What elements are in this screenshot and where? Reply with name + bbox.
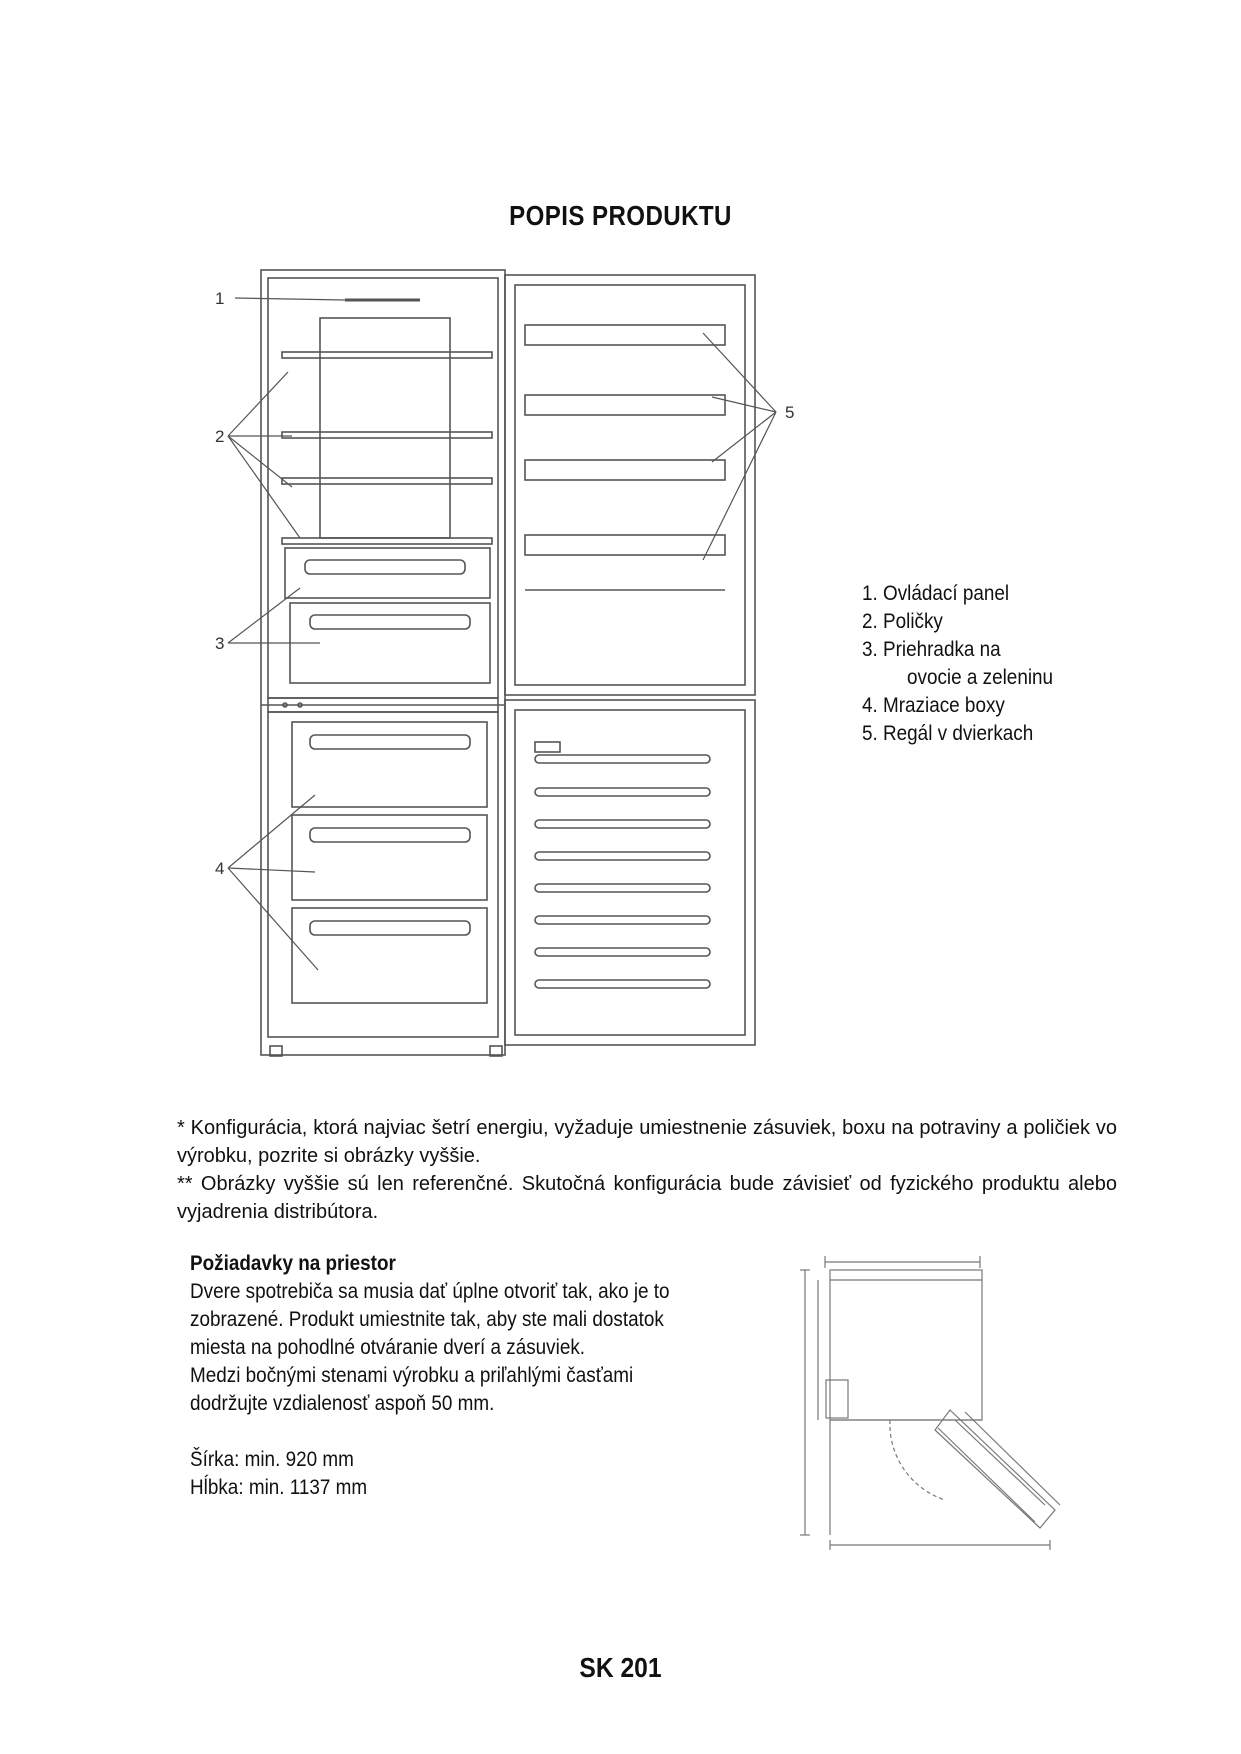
space-line: miesta na pohodlné otváranie dverí a zásuviek. [190,1336,586,1359]
callout-1: 1 [215,289,225,308]
legend-item: 4. Mraziace boxy [862,694,1005,717]
fridge-diagram [200,262,840,1062]
legend-item: 5. Regál v dvierkach [862,722,1034,745]
width-requirement: Šírka: min. 920 mm [190,1448,354,1471]
legend-item: 1. Ovládací panel [862,582,1010,605]
callout-4: 4 [215,859,225,878]
space-line: Medzi bočnými stenami výrobku a priľahlými časťami [190,1364,634,1387]
page-number: SK 201 [579,1652,662,1683]
page-title: POPIS PRODUKTU [509,200,732,231]
note-reference: ** Obrázky vyššie sú len referenčné. Skutočná konfigurácia bude závisieť od fyzického produktu alebo vyjadrenia distribútora. [177,1173,1117,1223]
space-requirements [190,1250,670,1502]
legend-item: 3. Priehradka na [862,638,1001,661]
legend-item: 2. Poličky [862,610,943,633]
space-line: Dvere spotrebiča sa musia dať úplne otvoriť tak, ako je to [190,1280,670,1303]
note-energy: * Konfigurácia, ktorá najviac šetrí energiu, vyžaduje umiestnenie zásuviek, boxu na potraviny a poličiek vo výrobku, pozrite si obrázky vyššie. [177,1117,1117,1167]
space-line: zobrazené. Produkt umiestnite tak, aby ste mali dostatok [190,1308,664,1331]
notes [177,1114,1117,1226]
callout-5: 5 [785,403,795,422]
space-heading: Požiadavky na priestor [190,1252,396,1275]
space-line: dodržujte vzdialenosť aspoň 50 mm. [190,1392,495,1415]
depth-requirement: Hĺbka: min. 1137 mm [190,1476,368,1499]
callout-3: 3 [215,634,225,653]
legend-list [862,580,1053,748]
clearance-diagram [790,1240,1100,1570]
legend-item: ovocie a zeleninu [907,666,1054,689]
callout-2: 2 [215,427,225,446]
